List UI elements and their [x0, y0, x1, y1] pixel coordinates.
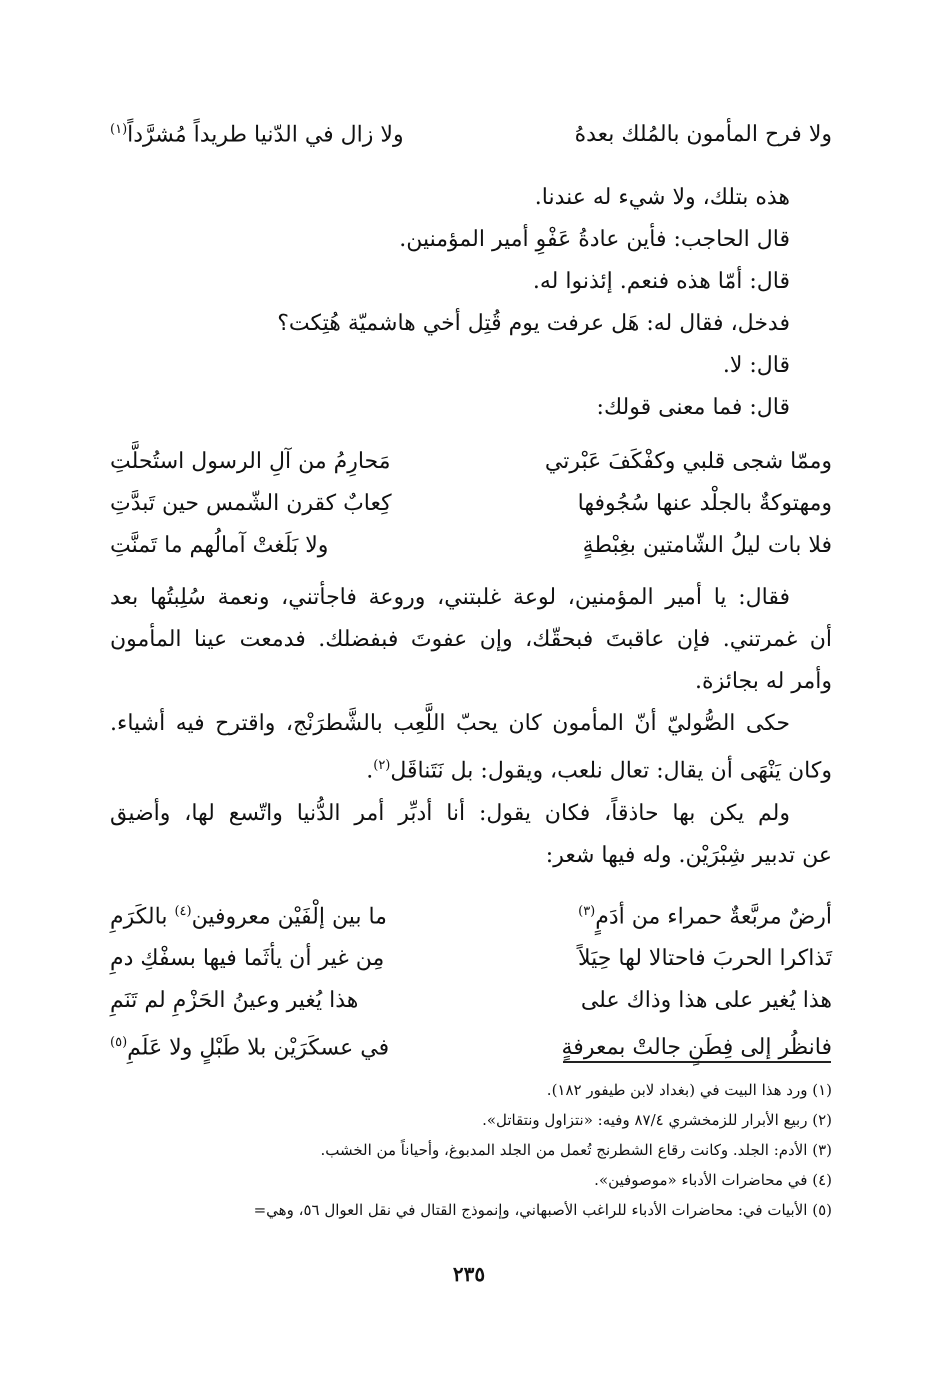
footnote-divider: [563, 1061, 831, 1063]
paragraph-line: أن غمرتني. فإن عاقبتَ فبحقّك، وإن عفوتَ فبفضلك. فدمعت عينا المأمون: [110, 627, 832, 653]
verse-hemistich-first: ولا فرح المأمون بالمُلك بعدهُ: [574, 122, 832, 148]
page-number: ٢٣٥: [452, 1262, 486, 1286]
page-body: [110, 108, 832, 1069]
verse-group-1: [110, 441, 832, 567]
dialogue-line: قال: فما معنى قولك:: [596, 395, 790, 421]
footnote-ref: (١): [110, 122, 128, 137]
dialogue-line: فدخل، فقال له: هَل عرفت يوم قُتِل أخي هاشميّة هُتِكت؟: [277, 311, 790, 337]
footnote-ref: (٣): [578, 903, 596, 919]
verse-top: [110, 108, 832, 157]
verse: [110, 938, 832, 980]
verse-hemistich-second: هذا يُغير وعينُ الحَزْمِ لم تَنَمِ: [110, 987, 359, 1013]
verse-text: ما بين إلْفَيْن معروفين: [191, 903, 387, 929]
paragraph-response: [110, 577, 832, 703]
footnotes: [110, 1075, 832, 1225]
verse-hemistich-second: مَحارِمُ من آلِ الرسول استُحلَّتِ: [110, 449, 391, 475]
footnote-ref: (٢): [373, 758, 391, 774]
dialogue-line: قال الحاجب: فأين عادةُ عَفْوِ أمير المؤمنين.: [399, 227, 790, 253]
footnote: (٤) في محاضرات الأدباء «موصوفين».: [594, 1171, 832, 1189]
verse-hemistich-first: فانظُر إلى فِطَنٍ جالتْ بمعرفةٍ: [561, 1035, 832, 1061]
dialogue-line: قال: لا.: [722, 353, 790, 379]
verse-hemistich-second: [110, 1022, 457, 1069]
footnote: (٥) الأبيات في: محاضرات الأدباء للراغب الأصبهاني، وإنموذج القتال في نقل العوال ٥٦، وهي=: [253, 1201, 832, 1219]
verse: [110, 441, 832, 483]
paragraph-line: [110, 745, 832, 792]
verse-hemistich-first: [485, 891, 832, 938]
paragraph-line: ولم يكن بها حاذقاً، فكان يقول: أنا أدبِّر أمر الدُّنيا واتّسع لها، وأضيق: [110, 800, 790, 826]
verse: [110, 525, 832, 567]
verse-hemistich-second: ولا بَلَغتْ آمالُهم ما تَمنَّتِ: [110, 533, 329, 559]
paragraph-line: فقال: يا أمير المؤمنين، لوعة غلبتني، وروعة فاجأتني، ونعمة سُلِبتُها بعد: [110, 585, 790, 611]
verse-hemistich-first: وممّا شجى قلبي وكفْكَفَ عَبْرتي: [544, 449, 832, 475]
footnote-ref: (٤): [174, 903, 192, 919]
verse: [110, 483, 832, 525]
footnote: (٢) ربيع الأبرار للزمخشري ٨٧/٤ وفيه: «نتزاول ونتقاتل».: [482, 1111, 832, 1129]
verse-text: بالكَرَمِ: [110, 903, 168, 929]
verse-hemistich-second: كِعابٌ كقرن الشّمس حين تَبدَّتِ: [110, 491, 392, 517]
dialogue-line: قال: أمّا هذه فنعم. إئذنوا له.: [532, 269, 790, 295]
paragraph-line: عن تدبير شِبْرَيْن. وله فيها شعر:: [545, 842, 832, 868]
paragraph-line: وأمر له بجائزة.: [695, 669, 832, 695]
paragraph-text: وكان يَنْهَى أن يقال: تعال نلعب، ويقول: بل نَتَناقَل: [390, 758, 832, 784]
verse-hemistich-first: ومهتوكةٌ بالجلْد عنها سُجُوفها: [577, 491, 832, 517]
paragraph-skill: [110, 793, 832, 877]
verse-group-2: [110, 891, 832, 1070]
verse-text: ولا زال في الدّنيا طريداً مُشرَّداً: [127, 122, 404, 148]
verse-hemistich-second: مِن غير أن يأثَما فيها بسفْكِ دمِ: [110, 945, 385, 971]
verse-hemistich-second: [110, 891, 457, 938]
dialogue-block: [110, 177, 832, 429]
verse-hemistich-second: [110, 108, 404, 157]
paragraph-end: .: [366, 758, 374, 784]
verse-text: أرضٌ مربَّعةٌ حمراء من أدَمٍ: [595, 903, 832, 929]
verse: [110, 980, 832, 1022]
dialogue-line: هذه بتلك، ولا شيء له عندنا.: [534, 185, 790, 211]
footnote-ref: (٥): [110, 1034, 128, 1050]
verse-text: في عسكَرَيْن بلا طَبْلٍ ولا عَلَمِ: [127, 1035, 390, 1061]
footnote: (١) ورد هذا البيت في (بغداد لابن طيفور ١٨٢).: [546, 1081, 832, 1099]
footnote: (٣) الأدم: الجلد. وكانت رقاع الشطرنج تُعمل من الجلد المدبوغ، وأحياناً من الخشب.: [320, 1141, 832, 1159]
paragraph-chess: [110, 703, 832, 792]
verse: [110, 891, 832, 938]
verse-hemistich-first: فلا بات ليلُ الشّامتين بغِبْطةٍ: [582, 533, 832, 559]
verse-hemistich-first: تَذاكرا الحربَ فاحتالا لها حِيَلاً: [578, 945, 832, 971]
paragraph-line: حكى الصُّوليّ أنّ المأمون كان يحبّ اللَّعِب بالشَّطرَنْج، واقترح فيه أشياء.: [110, 711, 791, 737]
verse-hemistich-first: هذا يُغير على هذا وذاك على: [580, 987, 832, 1013]
